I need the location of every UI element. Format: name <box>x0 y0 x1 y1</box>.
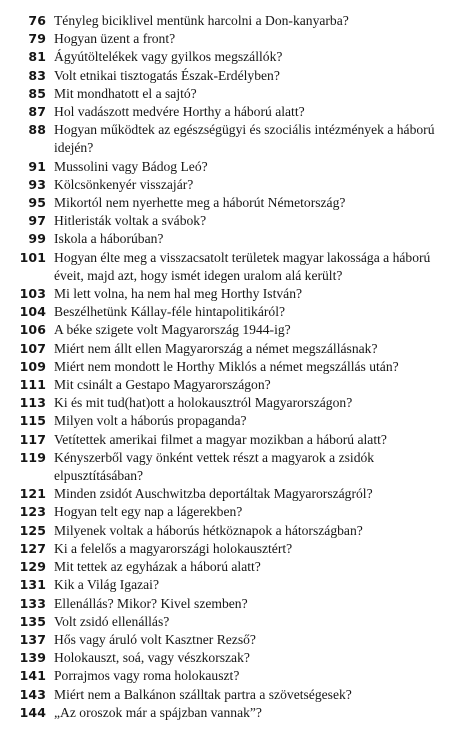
page-number: 139 <box>19 650 46 666</box>
toc-entry <box>0 48 466 66</box>
entry-title: Vetítettek amerikai filmet a magyar mozikban a háború alatt? <box>54 431 387 447</box>
page-number: 106 <box>19 322 46 338</box>
toc-entry <box>0 686 466 704</box>
entry-title: Milyen volt a háborús propaganda? <box>54 413 247 429</box>
page-number: 83 <box>28 67 46 83</box>
entry-title: Porrajmos vagy roma holokauszt? <box>54 668 240 684</box>
toc-entry <box>0 321 466 339</box>
entry-title: Kik a Világ Igazai? <box>54 577 159 593</box>
page-number: 121 <box>19 486 46 502</box>
entry-title: A béke szigete volt Magyarország 1944-ig? <box>54 322 291 338</box>
toc-entry <box>0 431 466 449</box>
page-number: 143 <box>19 686 46 702</box>
entry-title: Miért nem mondott le Horthy Miklós a német megszállás után? <box>54 358 399 374</box>
page-number: 111 <box>19 377 46 393</box>
entry-title: Miért nem a Balkánon szálltak partra a szövetségesek? <box>54 686 352 702</box>
page-number: 109 <box>19 358 46 374</box>
page-number: 87 <box>28 104 46 120</box>
page-number: 135 <box>19 613 46 629</box>
toc-entry <box>0 558 466 576</box>
page-number: 127 <box>19 540 46 556</box>
page-number: 129 <box>19 559 46 575</box>
entry-title: Milyenek voltak a háborús hétköznapok a hátországban? <box>54 522 363 538</box>
entry-title: Mikortól nem nyerhette meg a háborút Németország? <box>54 195 346 211</box>
entry-title: Hogyan telt egy nap a lágerekben? <box>54 504 243 520</box>
toc-entry <box>0 394 466 412</box>
entry-title: Iskola a háborúban? <box>54 231 164 247</box>
page-number: 131 <box>19 577 46 593</box>
page-number: 88 <box>28 122 46 138</box>
toc-entry <box>0 85 466 103</box>
toc-entry <box>0 412 466 430</box>
toc-entry <box>0 194 466 212</box>
entry-title: Ellenállás? Mikor? Kivel szemben? <box>54 595 248 611</box>
entry-title: Hogyan élte meg a visszacsatolt területek magyar lakossága a háború éveit, majd azt, hogy ismét idegen uralom alá került? <box>54 249 431 283</box>
toc-entry <box>0 158 466 176</box>
page-number: 117 <box>19 431 46 447</box>
page-number: 144 <box>19 704 46 720</box>
entry-title: Beszélhetünk Kállay-féle hintapolitikáról? <box>54 304 286 320</box>
toc-entry <box>0 176 466 194</box>
toc-entry <box>0 121 466 157</box>
entry-title: Kényszerből vagy önként vettek részt a magyarok a zsidók elpusztításában? <box>54 449 375 484</box>
page-number: 123 <box>19 504 46 520</box>
entry-title: Hogyan üzent a front? <box>54 31 176 47</box>
page-number: 107 <box>19 340 46 356</box>
entry-title: Mi lett volna, ha nem hal meg Horthy István? <box>54 286 303 302</box>
entry-title: Mit mondhatott el a sajtó? <box>54 85 197 101</box>
entry-title: Tényleg biciklivel mentünk harcolni a Don-kanyarba? <box>54 13 349 28</box>
toc-entry <box>0 303 466 321</box>
entry-title: Hős vagy áruló volt Kasztner Rezső? <box>54 631 256 647</box>
toc-entry <box>0 67 466 85</box>
toc-entry <box>0 103 466 121</box>
page-number: 113 <box>19 395 46 411</box>
page-number: 85 <box>28 85 46 101</box>
entry-title: Mit tettek az egyházak a háború alatt? <box>54 559 261 575</box>
toc-entry <box>0 704 466 722</box>
toc-entry <box>0 631 466 649</box>
toc-entry <box>0 667 466 685</box>
entry-title: Ki és mit tud(hat)ott a holokausztról Magyarországon? <box>54 395 353 411</box>
entry-title: Kölcsönkenyér visszajár? <box>54 176 194 192</box>
page-number: 125 <box>19 522 46 538</box>
page-number: 119 <box>19 449 46 465</box>
toc-entry <box>0 12 466 30</box>
entry-title: Mit csinált a Gestapo Magyarországon? <box>54 377 271 393</box>
entry-title: Hol vadászott medvére Horthy a háború alatt? <box>54 104 305 120</box>
entry-title: Ki a felelős a magyarországi holokausztért? <box>54 540 293 556</box>
toc-entry <box>0 485 466 503</box>
page-number: 91 <box>28 158 46 174</box>
toc-entry <box>0 230 466 248</box>
entry-title: Holokauszt, soá, vagy vészkorszak? <box>54 650 250 666</box>
page-number: 133 <box>19 595 46 611</box>
toc-entry <box>0 576 466 594</box>
toc-entry <box>0 212 466 230</box>
page-number: 79 <box>28 31 46 47</box>
page-number: 93 <box>28 176 46 192</box>
toc-entry <box>0 249 466 285</box>
toc-entry <box>0 340 466 358</box>
toc-entry <box>0 613 466 631</box>
page-number: 97 <box>28 213 46 229</box>
page-number: 76 <box>28 13 46 28</box>
toc-entry <box>0 449 466 485</box>
toc-entry <box>0 358 466 376</box>
entry-title: Ágyútöltelékek vagy gyilkos megszállók? <box>54 49 283 65</box>
entry-title: Hitleristák voltak a svábok? <box>54 213 207 229</box>
table-of-contents <box>0 12 466 722</box>
page-number: 137 <box>19 631 46 647</box>
page-number: 115 <box>19 413 46 429</box>
toc-entry <box>0 649 466 667</box>
entry-title: Volt zsidó ellenállás? <box>54 613 170 629</box>
toc-entry <box>0 30 466 48</box>
toc-entry <box>0 522 466 540</box>
toc-entry <box>0 285 466 303</box>
page-number: 99 <box>28 231 46 247</box>
page-number: 103 <box>19 286 46 302</box>
entry-title: Minden zsidót Auschwitzba deportáltak Magyarországról? <box>54 486 373 502</box>
toc-entry <box>0 540 466 558</box>
toc-entry <box>0 595 466 613</box>
entry-title: Mussolini vagy Bádog Leó? <box>54 158 208 174</box>
entry-title: „Az oroszok már a spájzban vannak”? <box>54 704 262 720</box>
page-number: 81 <box>28 49 46 65</box>
entry-title: Miért nem állt ellen Magyarország a német megszállásnak? <box>54 340 378 356</box>
page-number: 101 <box>19 249 46 265</box>
entry-title: Volt etnikai tisztogatás Észak-Erdélyben? <box>54 67 280 83</box>
toc-entry <box>0 503 466 521</box>
entry-title: Hogyan működtek az egészségügyi és szociális intézmények a háború idején? <box>54 122 435 156</box>
page-number: 95 <box>28 195 46 211</box>
page-number: 141 <box>19 668 46 684</box>
toc-entry <box>0 376 466 394</box>
page-number: 104 <box>19 304 46 320</box>
